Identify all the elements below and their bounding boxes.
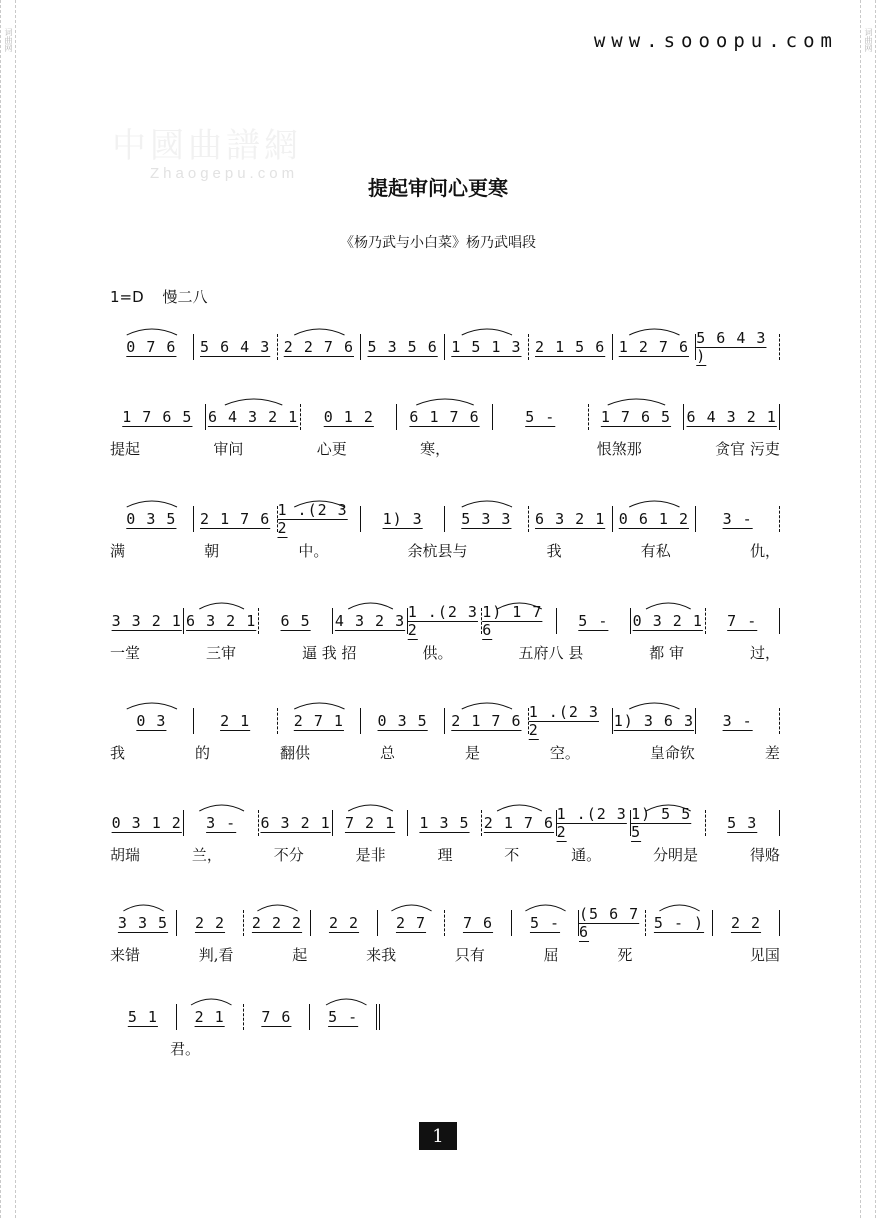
- watermark-sub: Zhaogepu.com: [150, 165, 299, 182]
- lyric-word: 寒，: [420, 440, 451, 458]
- lyric-word: 翻供: [279, 744, 310, 762]
- lyric-word: 贪官 污吏: [715, 440, 780, 458]
- measure: 2 7 1: [278, 708, 362, 734]
- notation-line: [110, 329, 780, 365]
- score-row: [110, 696, 780, 776]
- measure: 1 7 6 5: [110, 404, 206, 430]
- measure: 5 -: [310, 1004, 380, 1030]
- measure: 2 2: [177, 910, 244, 936]
- measure: 3 -: [184, 810, 258, 836]
- measure: 6 1 7 6: [397, 404, 493, 430]
- notation-line: [110, 603, 780, 639]
- measure: 0 3 5: [361, 708, 445, 734]
- lyric-word: 胡瑞: [110, 846, 141, 864]
- lyric-word: 来错: [110, 946, 141, 964]
- score-row: [110, 494, 780, 574]
- lyrics-line: [110, 844, 780, 866]
- measure: 5 3: [706, 810, 780, 836]
- lyric-word: 是: [464, 744, 480, 762]
- side-watermark-text: 词曲网: [864, 28, 873, 52]
- lyric-word: 死: [617, 946, 633, 964]
- measure: 1 .(2 3 2: [529, 708, 613, 734]
- lyric-word: 满: [110, 542, 126, 560]
- lyric-word: 判,看: [198, 946, 234, 964]
- lyric-word: 只有: [454, 946, 485, 964]
- measure: 7 6: [445, 910, 512, 936]
- lyric-word: 见国: [749, 946, 780, 964]
- lyric-word: 起: [292, 946, 308, 964]
- measure: 5 6 4 3: [194, 334, 278, 360]
- song-subtitle: 《杨乃武与小白菜》杨乃武唱段: [340, 235, 536, 251]
- measure: 6 4 3 2 1: [206, 404, 302, 430]
- measure: 5 -: [557, 608, 631, 634]
- score-row: [110, 392, 780, 472]
- measure: 1 5 1 3: [445, 334, 529, 360]
- lyrics-line: [110, 944, 780, 966]
- measure: 3 -: [696, 506, 780, 532]
- measure: 0 3 1 2: [110, 810, 184, 836]
- lyric-word: 五府八 县: [518, 644, 584, 662]
- measure: 2 1: [194, 708, 278, 734]
- measure: 2 1: [177, 1004, 244, 1030]
- lyric-word: 余杭县与: [407, 542, 468, 560]
- site-url[interactable]: www.sooopu.com: [593, 30, 838, 52]
- score-row: [110, 322, 780, 402]
- measure: 1 3 5: [408, 810, 482, 836]
- measure: 5 -: [512, 910, 579, 936]
- measure: 2 1 7 6: [194, 506, 278, 532]
- measure: 7 -: [706, 608, 780, 634]
- tonality: 1=D: [110, 288, 144, 306]
- measure: 0 7 6: [110, 334, 194, 360]
- lyric-word: 过，: [749, 644, 780, 662]
- lyric-word: 有私: [640, 542, 671, 560]
- lyric-word: 一堂: [110, 644, 141, 662]
- measure: 1) 5 5 5: [631, 810, 705, 836]
- tempo-marking: 慢二八: [162, 288, 208, 306]
- measure: 0 3 2 1: [631, 608, 705, 634]
- measure: 1 .(2 3 2: [557, 810, 631, 836]
- measure: 2 2 2: [244, 910, 311, 936]
- lyric-word: 的: [194, 744, 210, 762]
- measure: 3 3 5: [110, 910, 177, 936]
- lyric-word: 兰，: [191, 846, 222, 864]
- lyric-word: 理: [437, 846, 453, 864]
- lyric-word: 皇命钦: [649, 744, 695, 762]
- notation-line: [110, 1004, 380, 1030]
- lyrics-line: [110, 540, 780, 562]
- lyric-word: 朝: [204, 542, 220, 560]
- notation-line: [110, 501, 780, 537]
- measure: 1 .(2 3 2: [408, 608, 482, 634]
- measure: 5 6 4 3 ): [696, 334, 780, 360]
- lyric-word: 供。: [422, 644, 453, 662]
- lyrics-line: [110, 642, 780, 664]
- measure: 4 3 2 3: [333, 608, 407, 634]
- lyric-word: 是非: [355, 846, 386, 864]
- lyric-word: 总: [379, 744, 395, 762]
- measure: 0 3 5: [110, 506, 194, 532]
- measure: 2 2: [713, 910, 780, 936]
- lyric-word: 审问: [213, 440, 244, 458]
- measure: 7 6: [244, 1004, 311, 1030]
- measure: 5 - ): [646, 910, 713, 936]
- measure: 5 3 5 6: [361, 334, 445, 360]
- lyric-word: 都 审: [649, 644, 684, 662]
- measure: 1) 3: [361, 506, 445, 532]
- lyric-word: 我: [546, 542, 562, 560]
- lyric-word: 差: [764, 744, 780, 762]
- measure: 1) 1 7 6: [482, 608, 556, 634]
- lyrics-line: [110, 368, 780, 390]
- measure: 3 3 2 1: [110, 608, 184, 634]
- lyric-word: 空。: [549, 744, 580, 762]
- score-row: [110, 596, 780, 676]
- measure: 6 4 3 2 1: [684, 404, 780, 430]
- measure: 6 3 2 1: [184, 608, 258, 634]
- lyric-word: 屈: [543, 946, 559, 964]
- lyric-word: 分明是: [653, 846, 699, 864]
- measure: 2 1 7 6: [482, 810, 556, 836]
- measure: 5 -: [493, 404, 589, 430]
- watermark-logo: 中國曲譜網: [112, 126, 302, 166]
- lyric-word: 三审: [205, 644, 236, 662]
- lyric-word: 通。: [571, 846, 602, 864]
- lyric-word: 不: [504, 846, 520, 864]
- measure: 3 -: [696, 708, 780, 734]
- lyrics-line: [110, 742, 780, 764]
- measure: 1 2 7 6: [613, 334, 697, 360]
- measure: 2 7: [378, 910, 445, 936]
- measure: 0 1 2: [301, 404, 397, 430]
- score-row: [110, 798, 780, 878]
- lyric-word: 心更: [316, 440, 347, 458]
- measure: 0 6 1 2: [613, 506, 697, 532]
- lyrics-line: [110, 1038, 380, 1060]
- measure: 5 1: [110, 1004, 177, 1030]
- measure: 1 7 6 5: [589, 404, 685, 430]
- lyric-word: 逼 我 招: [301, 644, 357, 662]
- measure: 2 1 7 6: [445, 708, 529, 734]
- score-row: [110, 898, 780, 978]
- measure: 5 3 3: [445, 506, 529, 532]
- lyric-word: 我: [110, 744, 126, 762]
- lyric-word: 中。: [298, 542, 329, 560]
- measure: 6 5: [259, 608, 333, 634]
- measure: 2 1 5 6: [529, 334, 613, 360]
- notation-line: [110, 404, 780, 430]
- measure: 6 3 2 1: [259, 810, 333, 836]
- measure: 0 3: [110, 708, 194, 734]
- lyric-word: 恨煞那: [596, 440, 642, 458]
- measure: 1 .(2 3 2: [278, 506, 362, 532]
- measure: 7 2 1: [333, 810, 407, 836]
- notation-line: [110, 703, 780, 739]
- measure: 2 2: [311, 910, 378, 936]
- key-signature: [110, 286, 221, 307]
- lyric-word: 君。: [170, 1040, 201, 1058]
- song-title: 提起审问心更寒: [368, 176, 508, 200]
- score-row: [110, 992, 380, 1072]
- lyric-word: 得赂: [749, 846, 780, 864]
- measure: (5 6 7 6: [579, 910, 646, 936]
- lyric-word: 来我: [366, 946, 397, 964]
- lyric-word: 提起: [110, 440, 141, 458]
- page-number: 1: [419, 1122, 457, 1150]
- side-watermark-text: 词曲网: [4, 28, 13, 52]
- lyric-word: 仇，: [749, 542, 780, 560]
- measure: 2 2 7 6: [278, 334, 362, 360]
- measure: 6 3 2 1: [529, 506, 613, 532]
- lyric-word: 不分: [273, 846, 304, 864]
- notation-line: [110, 805, 780, 841]
- measure: 1) 3 6 3: [613, 708, 697, 734]
- lyrics-line: [110, 438, 780, 460]
- notation-line: [110, 905, 780, 941]
